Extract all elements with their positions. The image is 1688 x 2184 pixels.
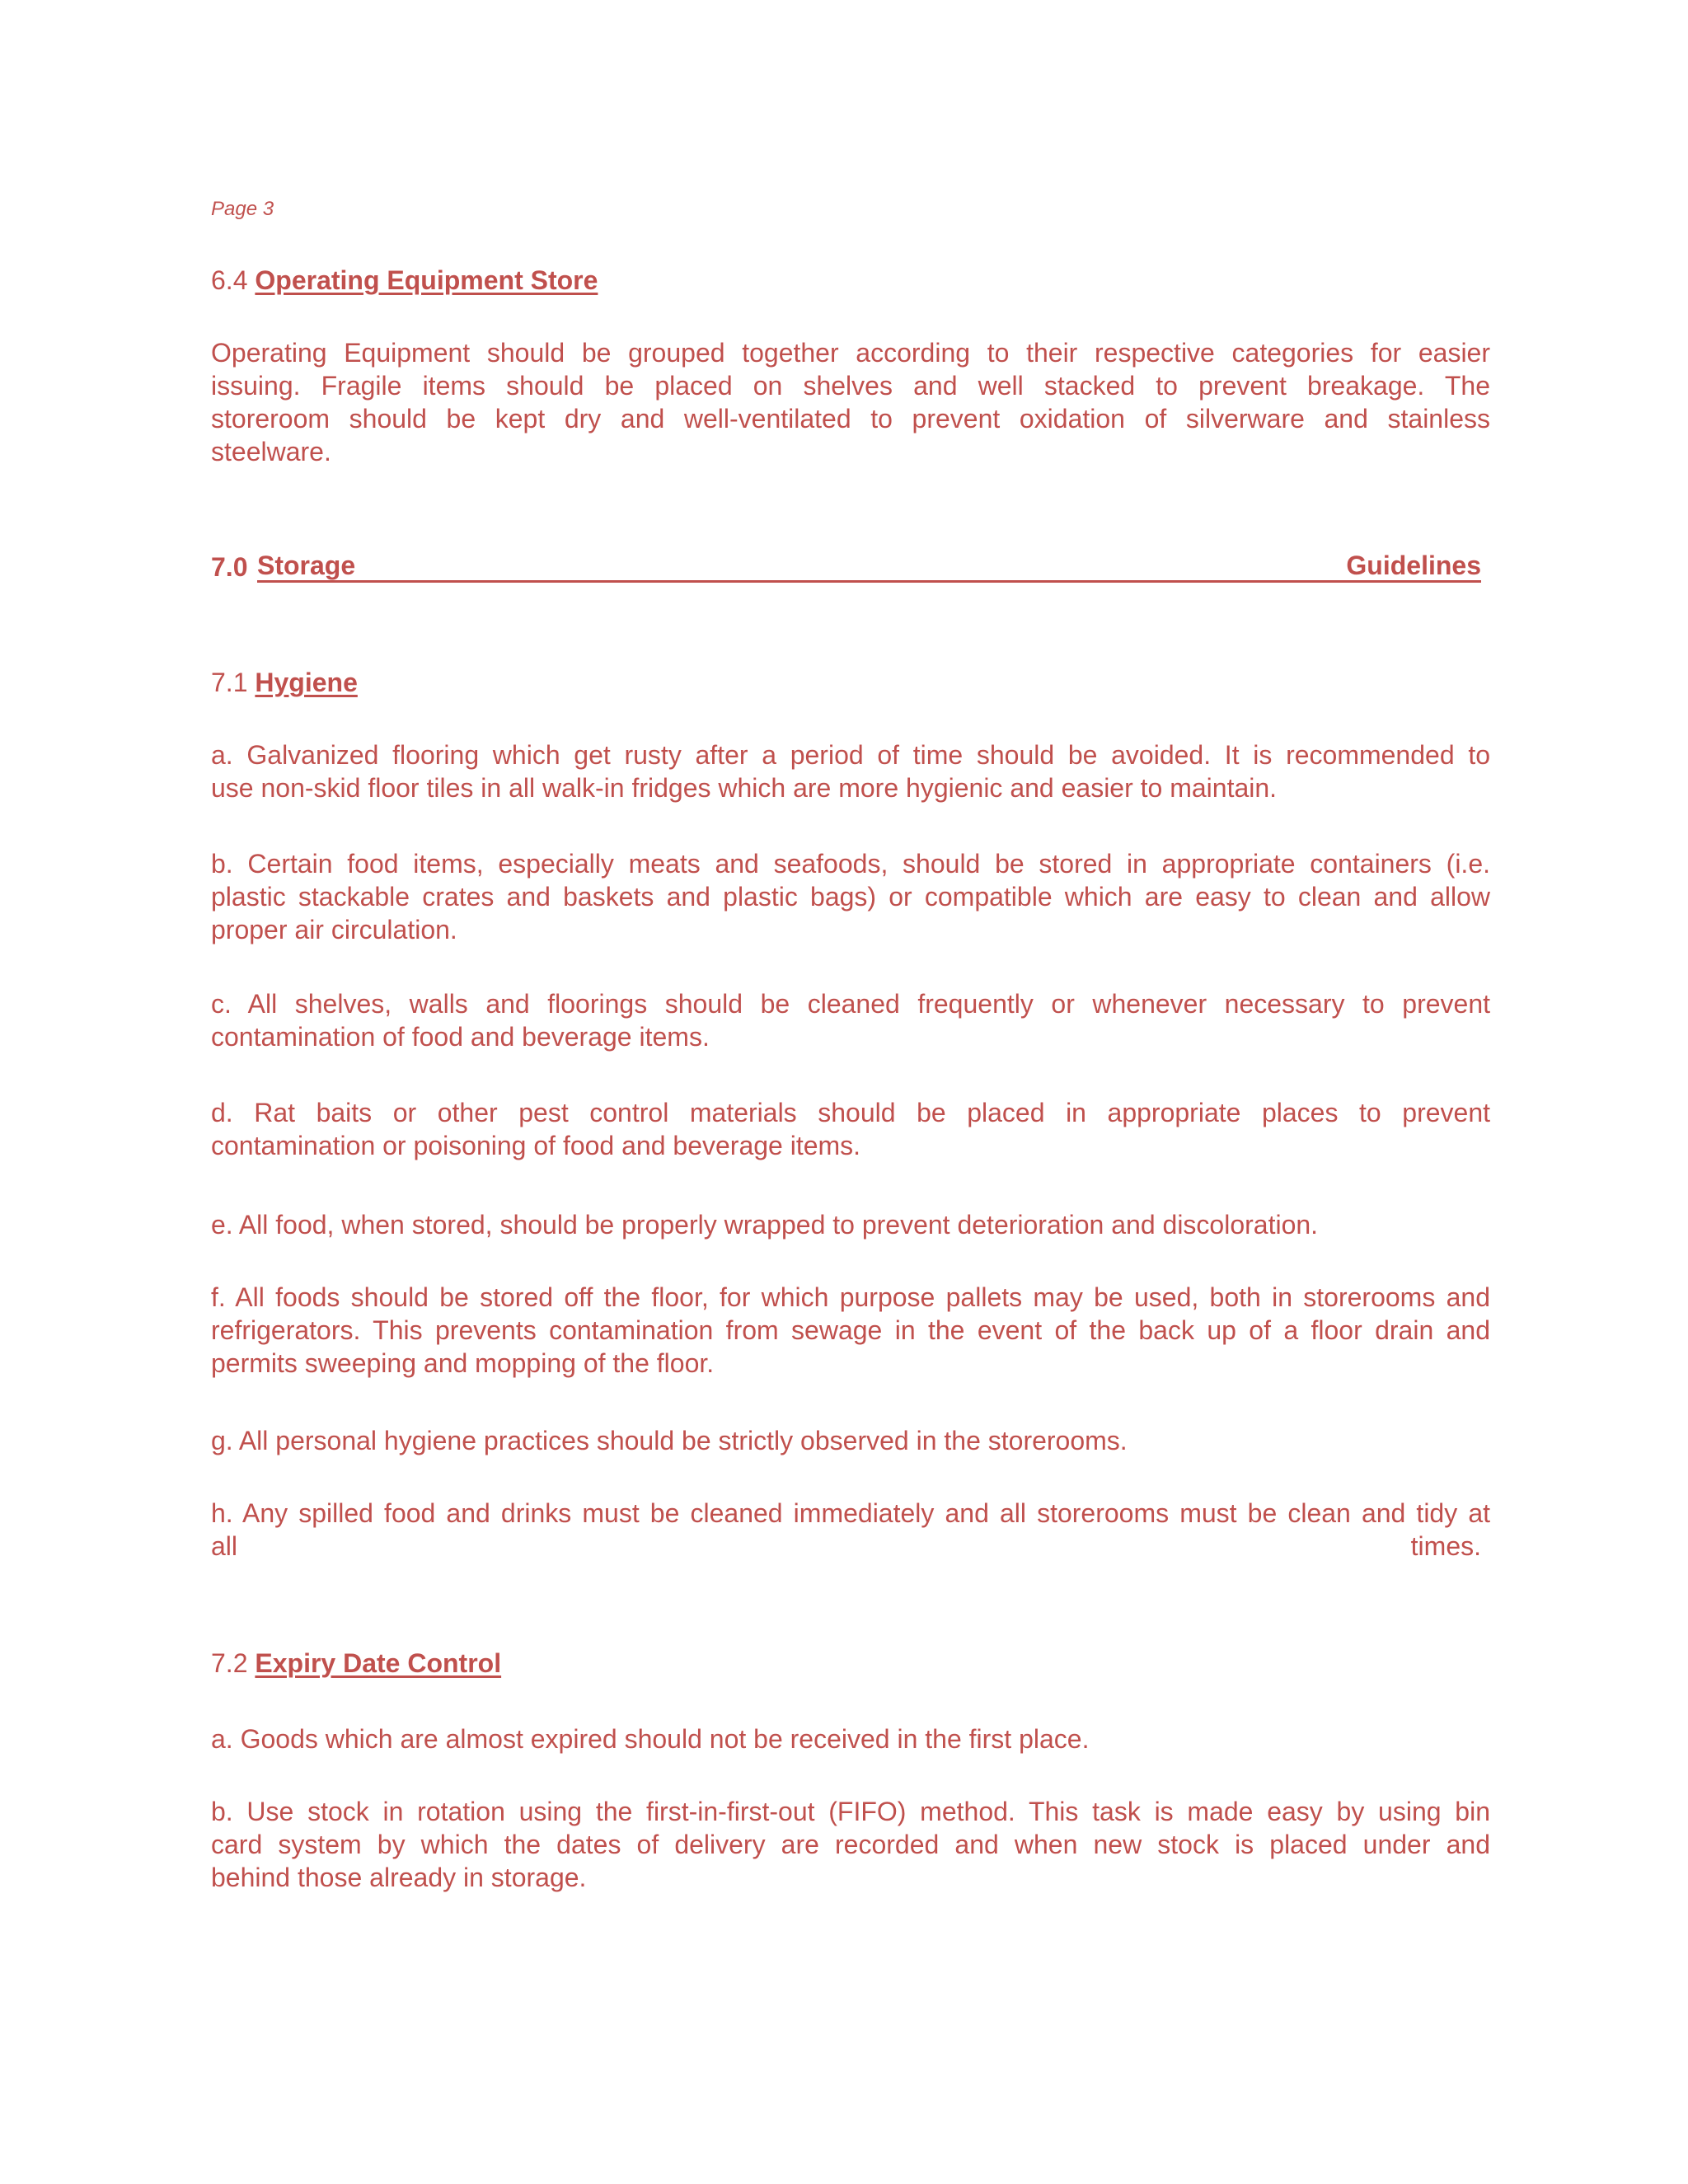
- text-line: plastic stackable crates and baskets and plastic bags) or compatible which are easy to clean and allow: [211, 882, 1490, 912]
- section-heading-7-0: [211, 551, 247, 583]
- list-item-7-1-g: [211, 1424, 1490, 1457]
- list-item-7-1-f: [211, 1281, 1490, 1380]
- section-title-7-0: [257, 551, 1481, 583]
- section-heading-7-1: [211, 666, 358, 699]
- text-line: h. Any spilled food and drinks must be cleaned immediately and all storerooms must be clean and tidy at: [211, 1498, 1490, 1528]
- list-item-7-1-d: [211, 1096, 1490, 1162]
- text-line: use non-skid floor tiles in all walk-in fridges which are more hygienic and easier to maintain.: [211, 773, 1278, 803]
- section-heading-6-4: [211, 264, 598, 297]
- text-line: card system by which the dates of delivery are recorded and when new stock is placed under and: [211, 1830, 1490, 1859]
- text-line: c. All shelves, walls and floorings should be cleaned frequently or whenever necessary to prevent: [211, 989, 1490, 1019]
- text-line: behind those already in storage.: [211, 1863, 587, 1892]
- text-line: storeroom should be kept dry and well-ventilated to prevent oxidation of silverware and stainless: [211, 404, 1490, 434]
- text-line: issuing. Fragile items should be placed on shelves and well stacked to prevent breakage. The: [211, 371, 1490, 401]
- text-line: b. Certain food items, especially meats and seafoods, should be stored in appropriate containers (i.e.: [211, 849, 1490, 879]
- list-item-7-1-e: [211, 1208, 1490, 1241]
- section-number: 6.4: [211, 265, 248, 295]
- text-line: e. All food, when stored, should be properly wrapped to prevent deterioration and discoloration.: [211, 1210, 1319, 1240]
- text-line: a. Goods which are almost expired should not be received in the first place.: [211, 1724, 1090, 1754]
- text-line: d. Rat baits or other pest control materials should be placed in appropriate places to prevent: [211, 1098, 1490, 1127]
- text-line: b. Use stock in rotation using the first-in-first-out (FIFO) method. This task is made easy by using bin: [211, 1797, 1490, 1826]
- list-item-7-1-b: [211, 847, 1490, 946]
- text-line: permits sweeping and mopping of the floor.: [211, 1348, 715, 1378]
- section-title: Expiry Date Control: [255, 1648, 502, 1678]
- page-number-label: Page 3: [211, 198, 274, 220]
- list-item-7-1-a: [211, 738, 1490, 804]
- list-item-7-2-a: [211, 1722, 1490, 1755]
- text-line: Operating Equipment should be grouped together according to their respective categories for easier: [211, 338, 1490, 368]
- text-line: a. Galvanized flooring which get rusty after a period of time should be avoided. It is recommended to: [211, 740, 1490, 770]
- paragraph-6-4: [211, 336, 1490, 468]
- section-number: 7.0: [211, 552, 248, 582]
- text-line: proper air circulation.: [211, 915, 457, 944]
- section-number: 7.2: [211, 1648, 248, 1678]
- section-title: Hygiene: [255, 668, 358, 697]
- text-line: f. All foods should be stored off the floor, for which purpose pallets may be used, both in storerooms and: [211, 1282, 1490, 1312]
- section-title-left: Storage: [257, 551, 356, 580]
- text-line: steelware.: [211, 437, 331, 466]
- document-page: [211, 0, 1490, 2184]
- section-heading-7-2: [211, 1647, 501, 1680]
- list-item-7-1-h: [211, 1497, 1490, 1563]
- list-item-7-1-c: [211, 987, 1490, 1053]
- text-line: refrigerators. This prevents contamination from sewage in the event of the back up of a floor drain and: [211, 1315, 1490, 1345]
- section-title: Operating Equipment Store: [255, 265, 598, 295]
- text-line: all times.: [211, 1531, 1481, 1561]
- text-line: contamination of food and beverage items.: [211, 1022, 710, 1052]
- list-item-7-2-b: [211, 1795, 1490, 1894]
- section-title-right: Guidelines: [1346, 551, 1481, 580]
- text-line: contamination or poisoning of food and beverage items.: [211, 1131, 861, 1160]
- text-line: g. All personal hygiene practices should be strictly observed in the storerooms.: [211, 1426, 1128, 1455]
- section-number: 7.1: [211, 668, 248, 697]
